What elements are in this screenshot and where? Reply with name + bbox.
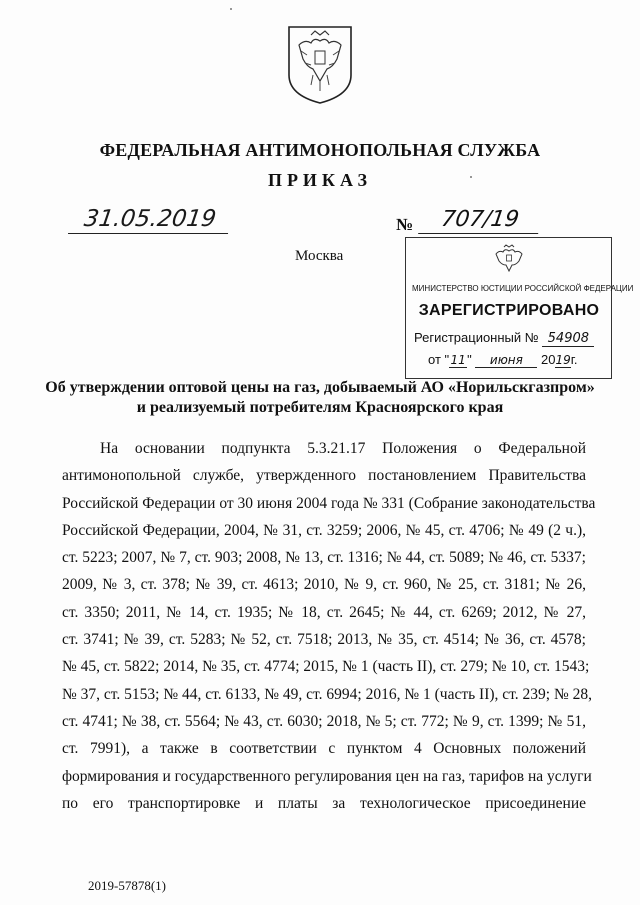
body-line: ст. 7991), а также в соответствии с пунктом 4 Основных положений: [62, 740, 586, 758]
registration-stamp: [405, 237, 634, 379]
body-line: Российской Федерации, 2004, № 31, ст. 3259; 2006, № 45, ст. 4706; № 49 (2 ч.),: [62, 521, 586, 539]
subject-line-2: и реализуемый потребителям Красноярского края: [136, 399, 504, 416]
document-code: 2019-57878(1): [88, 878, 166, 893]
body-line: ст. 4741; № 38, ст. 5564; № 43, ст. 6030; 2018, № 5; ст. 772; № 9, ст. 1399; № 51,: [62, 712, 586, 730]
scan-speck: [470, 176, 472, 178]
body-line: № 37, ст. 5153; № 44, ст. 6133, № 49, ст. 6994; 2016, № 1 (часть II), ст. 239; № 28,: [62, 685, 592, 703]
body-text: [62, 435, 596, 817]
stamp-status: ЗАРЕГИСТРИРОВАНО: [418, 302, 600, 319]
order-subject: [0, 378, 640, 418]
order-number-label: №: [396, 215, 414, 234]
body-line: 2009, № 3, ст. 378; № 39, ст. 4613; 2010, № 9, ст. 960, № 25, ст. 3181; № 26,: [62, 576, 586, 594]
stamp-year-end: г.: [570, 352, 578, 367]
stamp-date-line: от "11" июня 2019г.: [428, 352, 578, 367]
body-line: формирования и государственного регулирования цен на газ, тарифов на услуги: [62, 767, 592, 785]
stamp-year-suffix: 19: [555, 353, 571, 367]
stamp-eagle-icon: [493, 243, 525, 275]
scan-speck: [230, 8, 232, 10]
body-line: № 45, ст. 5822; 2014, № 35, ст. 4774; 2015, № 1 (часть II), ст. 279; № 10, ст. 1543;: [62, 658, 590, 676]
stamp-date-prefix: от: [428, 352, 441, 367]
stamp-reg-label: Регистрационный №: [414, 330, 539, 345]
stamp-registration-line: [414, 330, 594, 347]
stamp-month: июня: [475, 353, 537, 368]
order-date: 31.05.2019: [68, 205, 232, 234]
stamp-day: 11: [450, 353, 466, 367]
body-line: Российской Федерации от 30 июня 2004 года № 331 (Собрание законодательства: [62, 494, 596, 512]
stamp-year-prefix: 20: [541, 352, 556, 367]
body-line: по его транспортировке и платы за технологическое присоединение: [62, 794, 586, 812]
stamp-reg-number: 54908: [542, 331, 594, 347]
agency-name: ФЕДЕРАЛЬНАЯ АНТИМОНОПОЛЬНАЯ СЛУЖБА: [99, 140, 541, 160]
subject-line-1: Об утверждении оптовой цены на газ, добываемый АО «Норильскгазпром»: [45, 379, 595, 396]
city: Москва: [295, 248, 344, 264]
order-number: 707/19: [418, 207, 542, 234]
coat-of-arms-icon: [281, 23, 359, 105]
body-line: ст. 3741; № 39, ст. 5283; № 52, ст. 7518; 2013, № 35, ст. 4514; № 36, ст. 4578;: [62, 631, 586, 649]
document-type: ПРИКАЗ: [267, 170, 373, 190]
body-line: На основании подпункта 5.3.21.17 Положения о Федеральной: [100, 440, 586, 457]
body-line: антимонопольной службе, утвержденного постановлением Правительства: [62, 467, 586, 485]
body-line: ст. 5223; 2007, № 7, ст. 903; 2008, № 13, ст. 1316; № 44, ст. 5089; № 46, ст. 5337;: [62, 549, 586, 567]
body-line: ст. 3350; 2011, № 14, ст. 1935; № 18, ст. 2645; № 44, ст. 6269; 2012, № 27,: [62, 603, 586, 621]
stamp-ministry: МИНИСТЕРСТВО ЮСТИЦИИ РОССИЙСКОЙ ФЕДЕРАЦИИ: [412, 284, 634, 293]
